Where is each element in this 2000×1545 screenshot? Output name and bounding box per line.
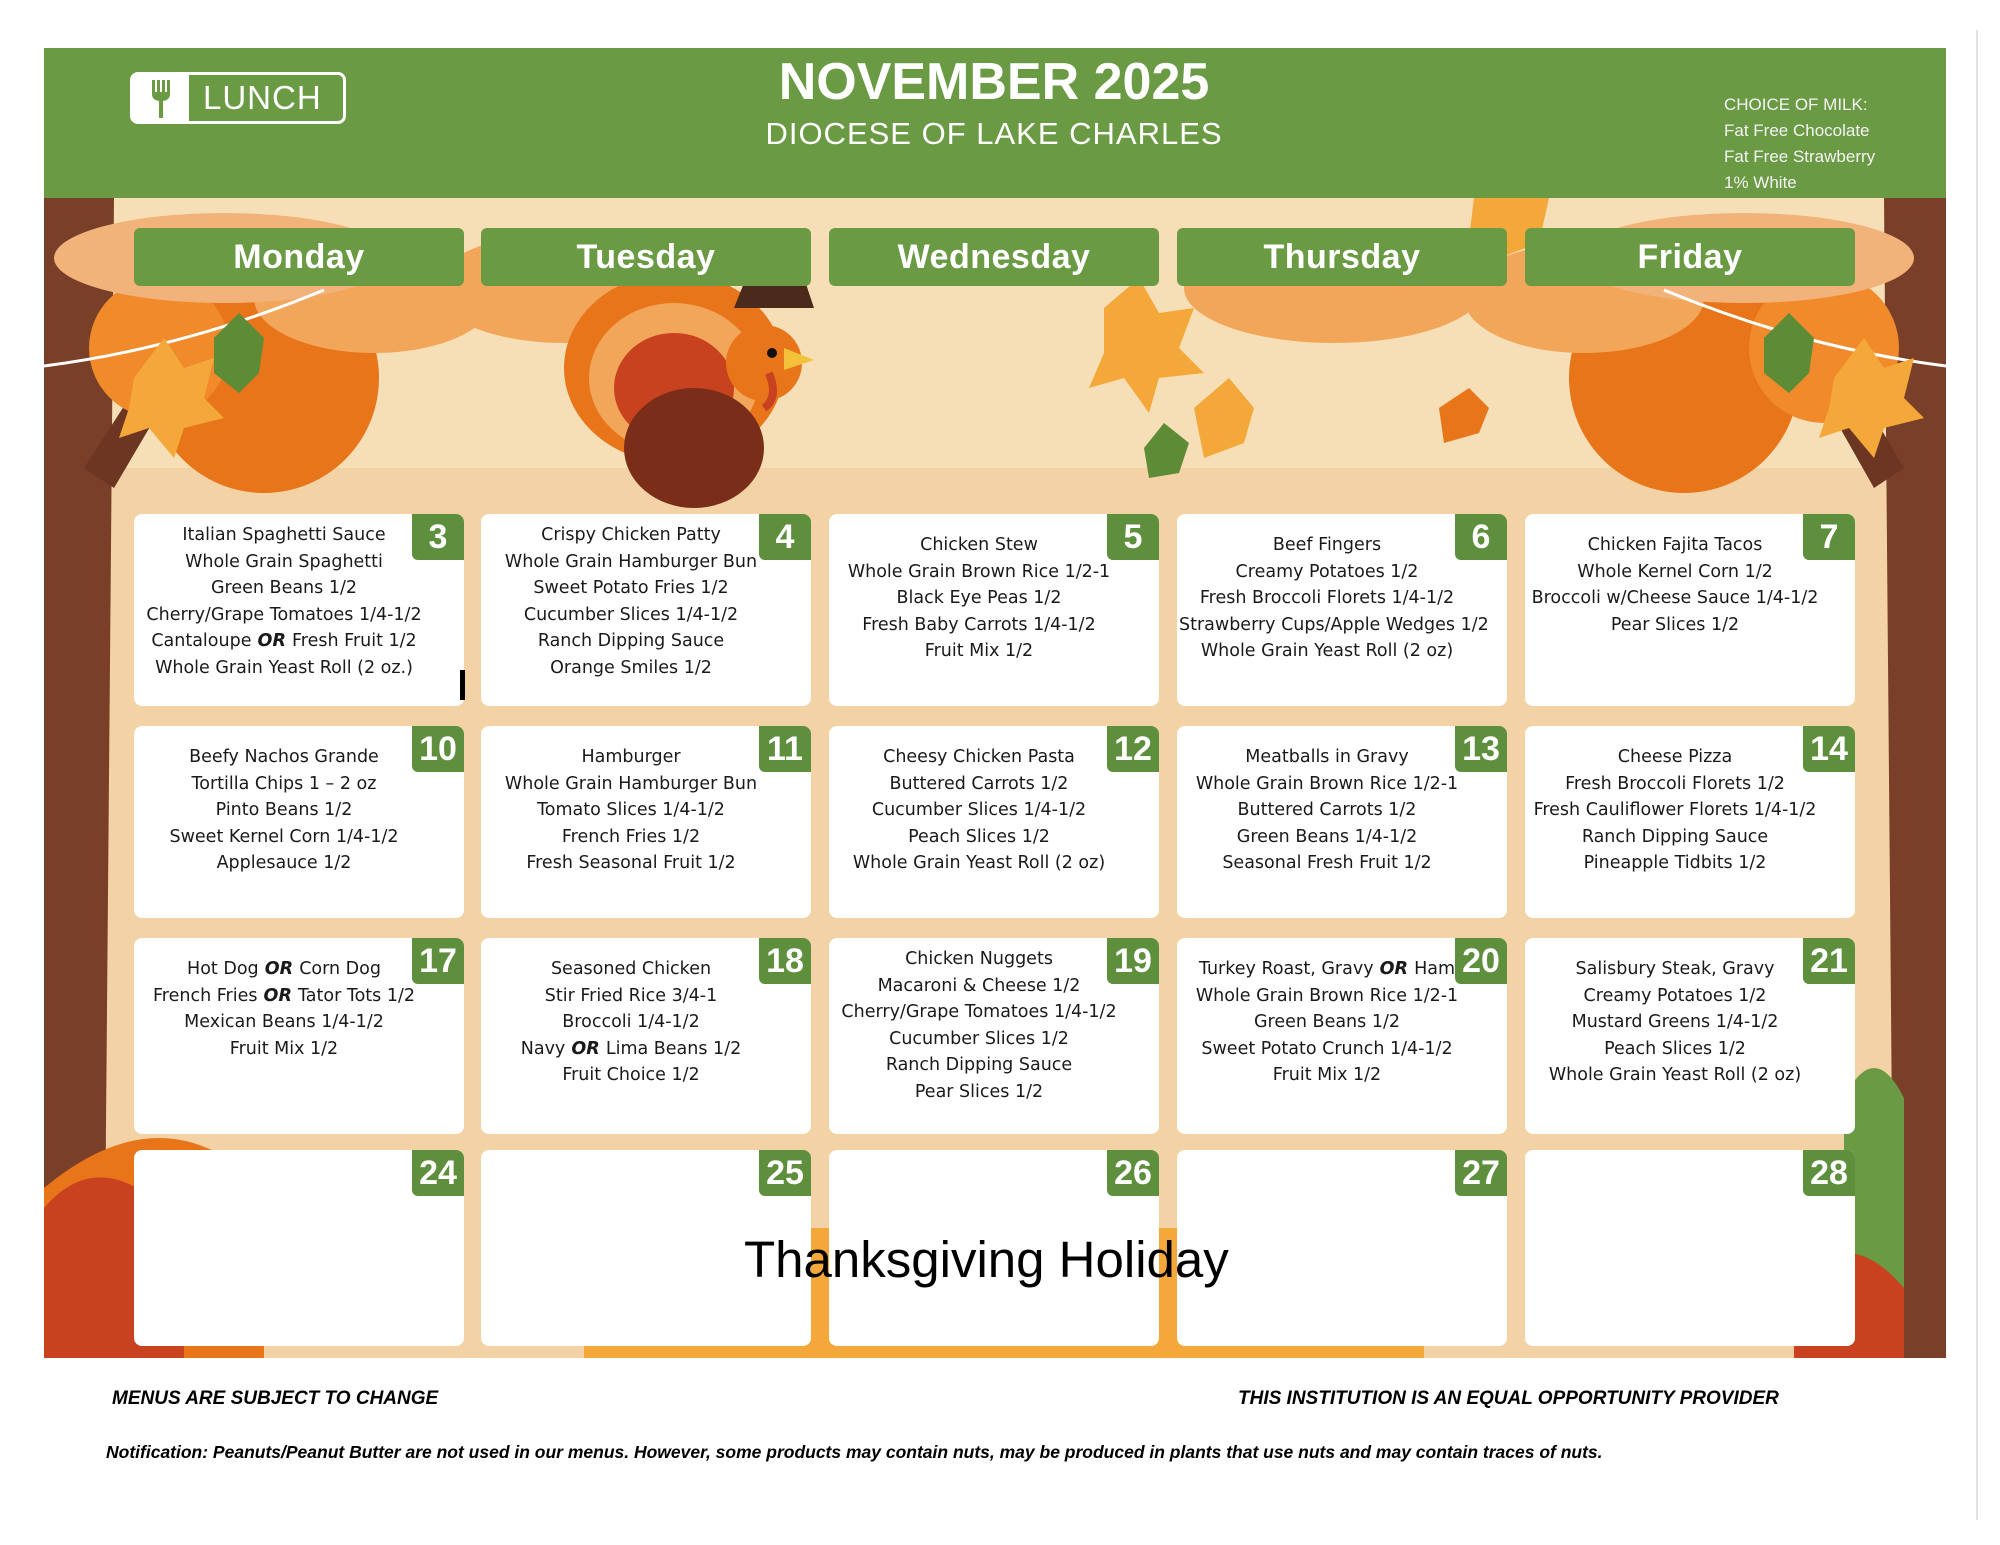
day-number: 25 — [759, 1150, 811, 1196]
menu-item: Beefy Nachos Grande — [189, 747, 379, 767]
menu-items — [483, 744, 779, 877]
menu-item: Buttered Carrots 1/2 — [1237, 800, 1417, 820]
menu-item: Creamy Potatoes 1/2 — [1583, 985, 1767, 1006]
menu-item: Cucumber Slices 1/4-1/2 — [871, 800, 1087, 820]
menu-item: Tortilla Chips 1 – 2 oz — [191, 773, 377, 794]
menu-item: Tomato Slices 1/4-1/2 — [537, 800, 725, 820]
menu-item: Fruit Choice 1/2 — [562, 1065, 700, 1085]
menu-item: Fruit Mix 1/2 — [1272, 1065, 1382, 1085]
day-cell — [829, 938, 1159, 1134]
day-cell — [1525, 514, 1855, 706]
day-cell — [134, 938, 464, 1134]
menu-item: Green Beans 1/2 — [1254, 1012, 1400, 1032]
menu-item: Fresh Cauliflower Florets 1/4-1/2 — [1533, 800, 1817, 820]
milk-option: Fat Free Strawberry — [1724, 147, 1876, 166]
menu-items — [831, 532, 1127, 665]
menu-item: Fresh Broccoli Florets 1/4-1/2 — [1199, 588, 1455, 608]
menu-item: Pear Slices 1/2 — [1610, 614, 1740, 635]
day-number: 5 — [1107, 514, 1159, 560]
day-number: 26 — [1107, 1150, 1159, 1196]
menu-item: Mexican Beans 1/4-1/2 — [184, 1012, 384, 1032]
day-number: 19 — [1107, 938, 1159, 984]
menu-item: Navy OR Lima Beans 1/2 — [520, 1038, 742, 1059]
menu-item: Cucumber Slices 1/2 — [889, 1028, 1069, 1049]
menu-item: Peach Slices 1/2 — [1604, 1038, 1746, 1059]
menu-item: Seasonal Fresh Fruit 1/2 — [1222, 853, 1432, 873]
day-cell — [134, 514, 464, 706]
lunch-badge — [130, 72, 346, 124]
menu-items — [136, 744, 432, 877]
menu-item: Pineapple Tidbits 1/2 — [1583, 853, 1767, 873]
menu-item: Applesauce 1/2 — [216, 853, 352, 873]
menu-item: Ranch Dipping Sauce — [537, 631, 725, 651]
day-number: 18 — [759, 938, 811, 984]
menu-item: Whole Grain Brown Rice 1/2-1 — [847, 561, 1111, 582]
menu-item: Meatballs in Gravy — [1245, 747, 1409, 767]
menu-item: Buttered Carrots 1/2 — [889, 773, 1069, 794]
nut-notification: Notification: Peanuts/Peanut Butter are not used in our menus. However, some products may contain nuts, may be produced in plants that use nuts and may contain traces of nuts. — [106, 1442, 1603, 1462]
weekday-header-tuesday: Tuesday — [481, 228, 811, 286]
menu-item: Orange Smiles 1/2 — [550, 657, 712, 678]
day-number: 17 — [412, 938, 464, 984]
weekday-header-thursday: Thursday — [1177, 228, 1507, 286]
menu-item: French Fries OR Tator Tots 1/2 — [152, 985, 415, 1006]
menu-items — [1179, 956, 1475, 1089]
day-number: 14 — [1803, 726, 1855, 772]
lunch-label: LUNCH — [203, 79, 322, 116]
text-cursor-mark — [460, 670, 465, 700]
menu-item: Beef Fingers — [1272, 535, 1382, 555]
weekday-header-monday: Monday — [134, 228, 464, 286]
day-cell — [481, 938, 811, 1134]
menu-item: Broccoli 1/4-1/2 — [562, 1012, 700, 1032]
menu-item: Whole Grain Hamburger Bun — [504, 773, 758, 794]
menu-item: Fruit Mix 1/2 — [924, 641, 1034, 661]
menu-item: Broccoli w/Cheese Sauce 1/4-1/2 — [1531, 588, 1819, 608]
menu-item: Whole Grain Hamburger Bun — [504, 551, 758, 572]
menu-item: Sweet Potato Fries 1/2 — [533, 578, 729, 598]
day-cell — [829, 726, 1159, 918]
day-number: 3 — [412, 514, 464, 560]
menu-item: Green Beans 1/4-1/2 — [1236, 826, 1418, 847]
milk-choices — [1724, 92, 1875, 196]
menu-item: Cucumber Slices 1/4-1/2 — [523, 604, 739, 625]
menu-item: Chicken Fajita Tacos — [1587, 535, 1763, 555]
menu-item: Hamburger — [581, 747, 681, 767]
menu-item: Ranch Dipping Sauce — [1581, 826, 1769, 847]
menu-item: Whole Grain Yeast Roll (2 oz) — [1548, 1065, 1802, 1085]
menu-item: Fruit Mix 1/2 — [229, 1038, 339, 1059]
page-title: NOVEMBER 2025 — [778, 53, 1210, 111]
menu-item: Cherry/Grape Tomatoes 1/4-1/2 — [146, 604, 422, 625]
day-cell — [134, 1150, 464, 1346]
menu-item: Cheese Pizza — [1617, 747, 1733, 767]
menu-item: Strawberry Cups/Apple Wedges 1/2 — [1179, 614, 1489, 635]
fork-icon — [133, 75, 189, 121]
day-cell — [829, 514, 1159, 706]
day-cell — [481, 514, 811, 706]
footer-equal-opportunity: THIS INSTITUTION IS AN EQUAL OPPORTUNITY PROVIDER — [1238, 1388, 1779, 1409]
menu-item: Hot Dog OR Corn Dog — [187, 959, 381, 979]
menu-item: Cantaloupe OR Fresh Fruit 1/2 — [151, 631, 417, 651]
menu-item: Fresh Broccoli Florets 1/2 — [1565, 773, 1785, 794]
menu-item: Fresh Seasonal Fruit 1/2 — [526, 853, 736, 873]
footer-disclaimer: MENUS ARE SUBJECT TO CHANGE — [112, 1388, 439, 1409]
menu-items — [1527, 744, 1823, 877]
weekday-header-friday: Friday — [1525, 228, 1855, 286]
day-cell — [1525, 1150, 1855, 1346]
menu-items — [831, 744, 1127, 877]
menu-item: Chicken Stew — [920, 535, 1038, 555]
day-number: 21 — [1803, 938, 1855, 984]
milk-option: 1% White — [1724, 173, 1797, 192]
weekday-header-wednesday: Wednesday — [829, 228, 1159, 286]
menu-items — [1527, 532, 1823, 638]
menu-item: Sweet Kernel Corn 1/4-1/2 — [169, 826, 399, 847]
menu-item: Whole Grain Yeast Roll (2 oz) — [852, 853, 1106, 873]
menu-item: Salisbury Steak, Gravy — [1575, 959, 1775, 979]
menu-item: Whole Grain Yeast Roll (2 oz) — [1200, 641, 1454, 661]
menu-items — [1179, 744, 1475, 877]
menu-item: Seasoned Chicken — [550, 959, 712, 979]
menu-item: Sweet Potato Crunch 1/4-1/2 — [1201, 1038, 1453, 1059]
menu-items — [483, 956, 779, 1089]
day-cell — [1525, 726, 1855, 918]
menu-item: Ranch Dipping Sauce — [885, 1055, 1073, 1075]
menu-items — [136, 956, 432, 1062]
menu-item: Fresh Baby Carrots 1/4-1/2 — [862, 614, 1096, 635]
menu-items — [1527, 956, 1823, 1089]
page-subtitle: DIOCESE OF LAKE CHARLES — [765, 116, 1223, 151]
menu-item: Stir Fried Rice 3/4-1 — [544, 985, 718, 1006]
menu-item: Cheesy Chicken Pasta — [883, 747, 1075, 767]
menu-item: Chicken Nuggets — [905, 949, 1053, 969]
menu-item: French Fries 1/2 — [561, 826, 701, 847]
menu-item: Whole Grain Brown Rice 1/2-1 — [1195, 985, 1459, 1006]
day-number: 13 — [1455, 726, 1507, 772]
day-cell — [1177, 938, 1507, 1134]
menu-items — [831, 946, 1127, 1105]
menu-item: Black Eye Peas 1/2 — [896, 588, 1062, 608]
day-number: 24 — [412, 1150, 464, 1196]
menu-item: Cherry/Grape Tomatoes 1/4-1/2 — [841, 1002, 1117, 1022]
day-number: 12 — [1107, 726, 1159, 772]
milk-title: CHOICE OF MILK: — [1724, 95, 1868, 114]
day-number: 28 — [1803, 1150, 1855, 1196]
day-cell — [134, 726, 464, 918]
holiday-label: Thanksgiving Holiday — [744, 1231, 1229, 1288]
menu-item: Macaroni & Cheese 1/2 — [877, 975, 1081, 996]
menu-item: Peach Slices 1/2 — [908, 826, 1050, 847]
menu-item: Turkey Roast, Gravy OR Ham — [1198, 959, 1456, 979]
menu-item: Whole Grain Brown Rice 1/2-1 — [1195, 773, 1459, 794]
menu-items — [1179, 532, 1489, 665]
menu-items — [136, 522, 432, 681]
menu-item: Green Beans 1/2 — [211, 578, 357, 598]
menu-items — [483, 522, 779, 681]
day-number: 4 — [759, 514, 811, 560]
menu-item: Italian Spaghetti Sauce — [182, 525, 386, 545]
menu-item: Pear Slices 1/2 — [914, 1081, 1044, 1102]
menu-item: Crispy Chicken Patty — [541, 525, 721, 545]
menu-item: Creamy Potatoes 1/2 — [1235, 561, 1419, 582]
menu-item: Whole Grain Spaghetti — [185, 551, 383, 572]
day-number: 10 — [412, 726, 464, 772]
menu-item: Pinto Beans 1/2 — [215, 800, 353, 820]
day-number: 7 — [1803, 514, 1855, 560]
milk-option: Fat Free Chocolate — [1724, 121, 1870, 140]
day-cell — [1177, 726, 1507, 918]
day-cell — [481, 726, 811, 918]
day-number: 27 — [1455, 1150, 1507, 1196]
page-edge — [1976, 30, 1978, 1520]
menu-item: Whole Grain Yeast Roll (2 oz.) — [155, 657, 413, 678]
day-cell — [1177, 514, 1507, 706]
day-cell — [1525, 938, 1855, 1134]
menu-item: Whole Kernel Corn 1/2 — [1577, 561, 1773, 582]
menu-sheet — [44, 48, 1946, 1358]
menu-item: Mustard Greens 1/4-1/2 — [1571, 1012, 1779, 1032]
day-number: 20 — [1455, 938, 1507, 984]
day-number: 11 — [759, 726, 811, 772]
day-number: 6 — [1455, 514, 1507, 560]
header-banner — [44, 48, 1946, 198]
